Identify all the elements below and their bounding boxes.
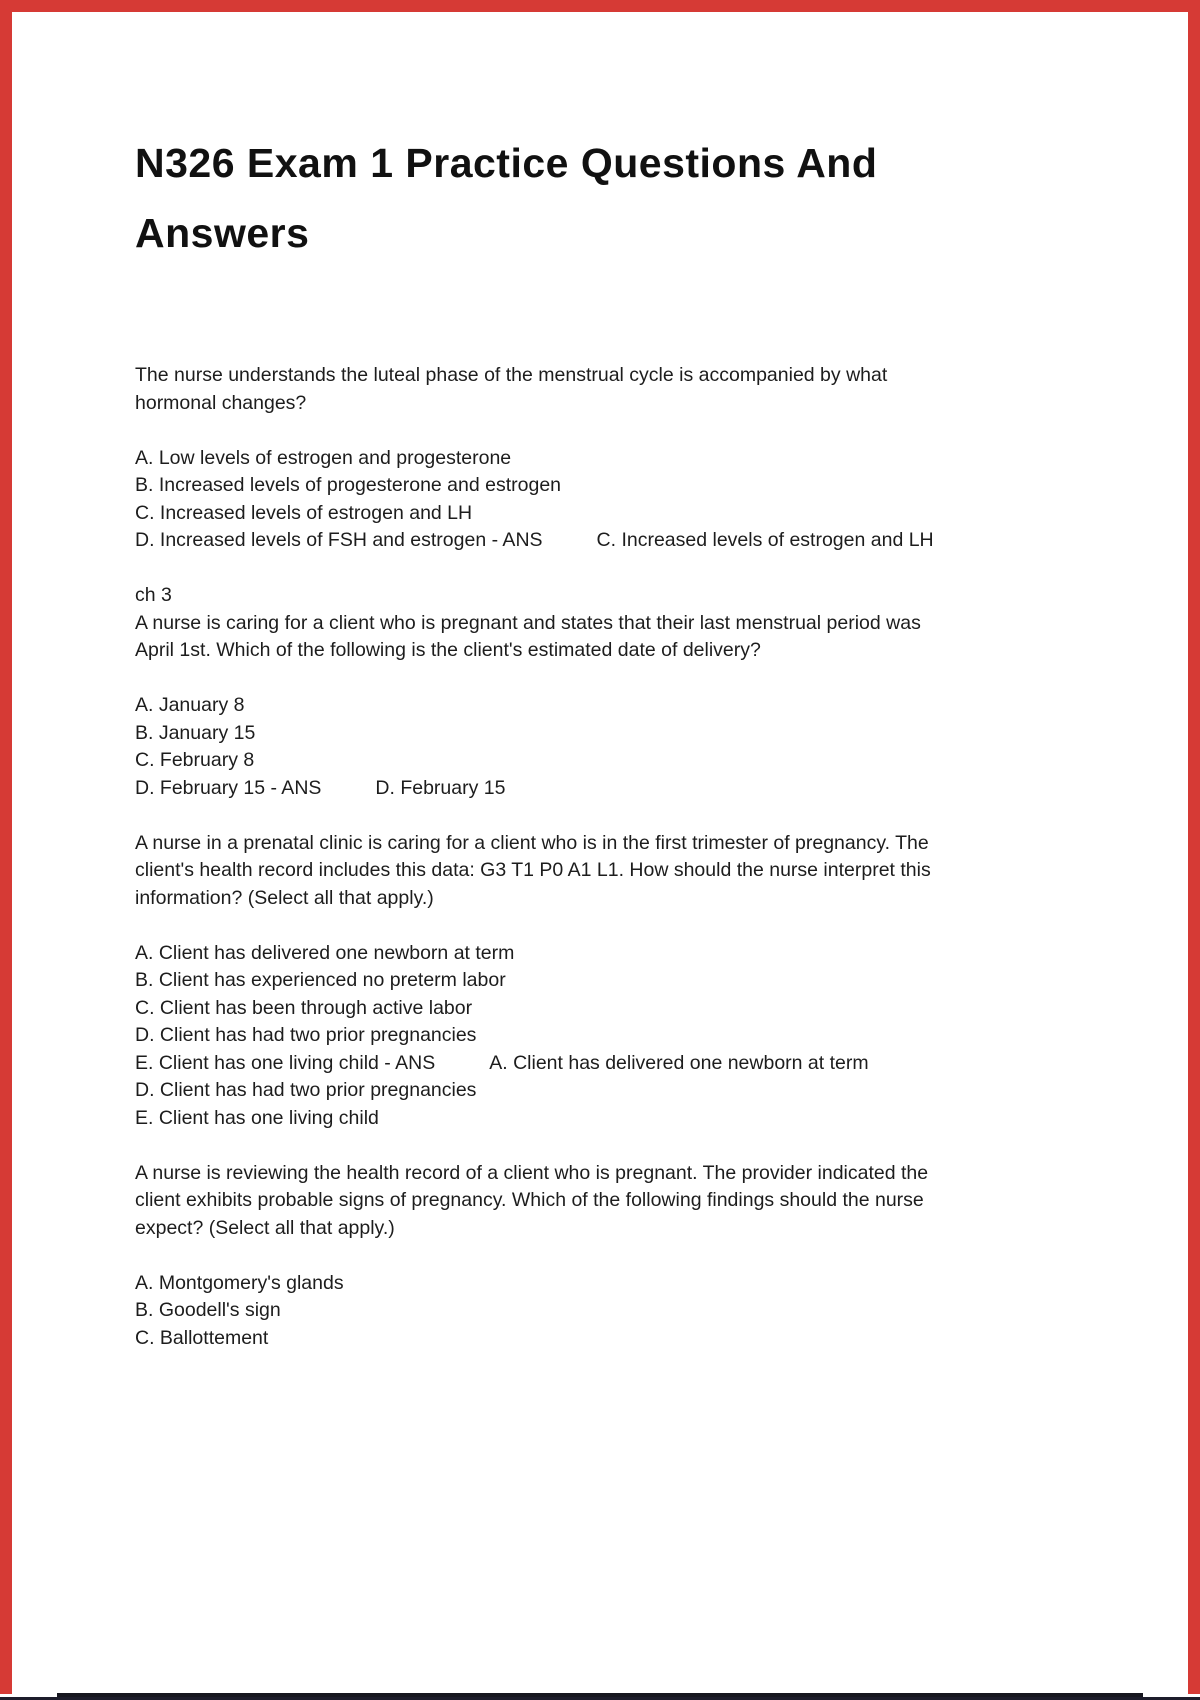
document-body [135,362,1075,1352]
question-line: information? (Select all that apply.) [135,886,434,909]
option-line: B. January 15 [135,721,256,744]
question-line: The nurse understands the luteal phase of the menstrual cycle is accompanied by what [135,364,888,386]
option-line: A. Low levels of estrogen and progesterone [135,446,512,469]
blank-line [135,802,1075,830]
option-line: B. Client has experienced no preterm labor [135,969,506,991]
blank-line [135,555,1075,583]
blank-line [135,912,1075,940]
option-line: A. Client has delivered one newborn at term [135,941,515,964]
title-line-1: N326 Exam 1 Practice Questions And [135,140,878,186]
option-line: C. February 8 [135,749,255,771]
question-line: A nurse is caring for a client who is pregnant and states that their last menstrual period was [135,611,921,634]
option-line: A. January 8 [135,694,245,716]
answer-continuation-line: D. Client has had two prior pregnancies [135,1079,477,1101]
option-line: D. Client has had two prior pregnancies [135,1024,477,1046]
option-line: B. Increased levels of progesterone and estrogen [135,474,562,496]
answer-line [135,775,1075,803]
option-line: C. Ballottement [135,1326,269,1349]
option-with-ans-marker: E. Client has one living child - ANS [135,1051,436,1074]
question-line: hormonal changes? [135,391,307,414]
option-line: A. Montgomery's glands [135,1271,344,1294]
question-line: expect? (Select all that apply.) [135,1216,395,1239]
correct-answer-text: C. Increased levels of estrogen and LH [596,529,934,551]
answer-line [135,527,1075,555]
document-title [135,128,877,268]
question-line: client's health record includes this data: G3 T1 P0 A1 L1. How should the nurse interpret this [135,859,931,881]
question-line: A nurse in a prenatal clinic is caring for a client who is in the first trimester of pregnancy. The [135,831,929,854]
option-line: C. Increased levels of estrogen and LH [135,501,473,524]
blank-line [135,1242,1075,1270]
question-line: April 1st. Which of the following is the client's estimated date of delivery? [135,639,761,661]
correct-answer-text: A. Client has delivered one newborn at term [489,1051,869,1074]
answer-continuation-line: E. Client has one living child [135,1106,379,1129]
question-line: A nurse is reviewing the health record of a client who is pregnant. The provider indicated the [135,1161,929,1184]
page-border-right [1188,0,1200,1694]
option-with-ans-marker: D. Increased levels of FSH and estrogen - ANS [135,529,543,551]
title-line-2: Answers [135,210,310,256]
page-border-left [0,0,12,1694]
chapter-label: ch 3 [135,584,172,606]
blank-line [135,1132,1075,1160]
correct-answer-text: D. February 15 [375,776,506,799]
option-with-ans-marker: D. February 15 - ANS [135,776,322,799]
option-line: B. Goodell's sign [135,1299,281,1321]
blank-line [135,665,1075,693]
page-border-top [0,0,1200,12]
blank-line [135,417,1075,445]
option-line: C. Client has been through active labor [135,996,473,1019]
question-line: client exhibits probable signs of pregnancy. Which of the following findings should the nurse [135,1189,924,1211]
answer-line [135,1050,1075,1078]
